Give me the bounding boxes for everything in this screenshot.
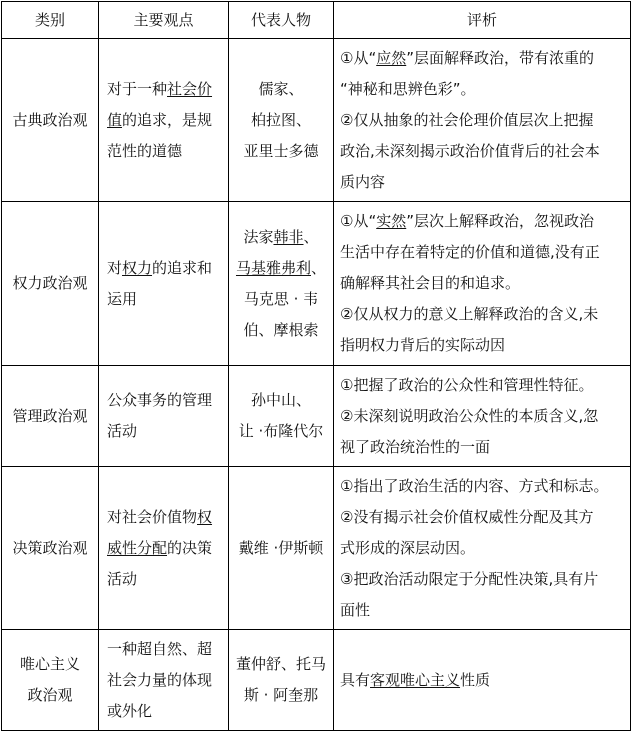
underlined-term: 威性分配	[107, 538, 168, 557]
header-category: 类别	[2, 2, 99, 39]
evaluation-line: ②仅从权力的意义上解释政治的含义,未	[340, 305, 599, 323]
category-line: 管理政治观	[12, 406, 88, 425]
evaluation-line: ②仅从抽象的社会伦理价值层次上把握	[340, 110, 594, 129]
header-row	[2, 2, 631, 39]
header-evaluation: 评析	[334, 2, 631, 39]
evaluation-line: ①指出了政治生活的内容、方式和标志。	[340, 476, 609, 495]
underlined-term: 值	[107, 110, 123, 129]
table-row-classical	[2, 39, 631, 202]
evaluation-line: ②没有揭示社会价值权威性分配及其方	[340, 507, 594, 526]
table-body	[2, 39, 631, 731]
category-line: 权力政治观	[12, 274, 88, 292]
representative-line: 儒家、	[258, 79, 304, 98]
underlined-term: 客观唯心主义	[370, 670, 461, 689]
representative-line: 亚里士多德	[243, 141, 319, 160]
evaluation-line: ①把握了政治的公众性和管理性特征。	[340, 375, 594, 394]
evaluation-cell	[334, 366, 631, 467]
evaluation-line: 视了政治统治性的一面	[340, 437, 491, 456]
evaluation-line: 具有客观唯心主义性质	[340, 670, 491, 689]
views-line: 或外化	[107, 701, 153, 720]
views-cell	[99, 630, 229, 731]
evaluation-line: ②未深刻说明政治公众性的本质含义,忽	[340, 406, 599, 425]
category-line: 决策政治观	[12, 538, 88, 557]
representative-line: 马克思 · 韦	[243, 289, 319, 308]
views-line: 活动	[107, 569, 138, 588]
category-line: 古典政治观	[12, 110, 88, 129]
representatives-cell	[229, 39, 334, 202]
category-cell	[2, 39, 99, 202]
underlined-term: 马基雅弗利	[235, 258, 311, 277]
evaluation-cell	[334, 202, 631, 366]
table-row-power	[2, 202, 631, 366]
evaluation-line: ①从“实然”层次上解释政治，忽视政治	[340, 212, 595, 230]
evaluation-line: 质内容	[340, 172, 386, 191]
representative-line: 孙中山、	[250, 391, 311, 409]
underlined-term: 应然	[376, 48, 407, 67]
representative-line: 马基雅弗利、	[235, 258, 327, 277]
category-line: 政治观	[27, 686, 73, 704]
representative-line: 伯、摩根索	[243, 320, 319, 339]
table-row-idealist	[2, 630, 631, 731]
representative-line: 柏拉图、	[250, 110, 311, 129]
representative-line: 法家韩非、	[243, 227, 319, 246]
underlined-term: 权	[197, 507, 213, 526]
representative-line: 董仲舒、托马	[235, 655, 326, 673]
underlined-term: 韩非	[273, 227, 304, 246]
category-cell	[2, 202, 99, 366]
evaluation-line: 指明权力背后的实际动因	[340, 336, 506, 354]
views-line: 对于一种社会价	[107, 79, 213, 98]
representative-line: 戴维 ·伊斯顿	[238, 538, 324, 557]
representatives-cell	[229, 630, 334, 731]
representatives-cell	[229, 366, 334, 467]
category-cell	[2, 630, 99, 731]
views-line: 威性分配的决策	[107, 538, 213, 557]
representative-line: 斯 · 阿奎那	[243, 686, 319, 704]
evaluation-line: 政治,未深刻揭示政治价值背后的社会本	[340, 141, 600, 160]
header-representatives: 代表人物	[229, 2, 334, 39]
evaluation-line: 确解释其社会目的和追求。	[340, 274, 521, 292]
table-row-decision	[2, 467, 631, 630]
evaluation-cell	[334, 630, 631, 731]
politics-views-table	[1, 1, 631, 731]
category-line: 唯心主义	[19, 655, 80, 673]
evaluation-line: ③把政治活动限定于分配性决策,具有片	[340, 569, 599, 588]
views-cell	[99, 202, 229, 366]
views-cell	[99, 366, 229, 467]
views-cell	[99, 39, 229, 202]
evaluation-line: ①从“应然”层面解释政治，带有浓重的	[340, 48, 595, 67]
evaluation-line: 面性	[340, 600, 371, 619]
evaluation-line: “神秘和思辨色彩”。	[340, 79, 476, 98]
views-line: 运用	[107, 289, 138, 308]
header-views: 主要观点	[99, 2, 229, 39]
category-cell	[2, 467, 99, 630]
views-line: 一种超自然、超	[107, 639, 213, 658]
representatives-cell	[229, 202, 334, 366]
views-line: 范性的道德	[107, 141, 183, 160]
underlined-term: 实然	[376, 212, 407, 230]
evaluation-cell	[334, 39, 631, 202]
views-line: 活动	[107, 422, 138, 440]
underlined-term: 权力	[122, 258, 153, 277]
evaluation-cell	[334, 467, 631, 630]
representative-line: 让 ·布隆代尔	[238, 422, 324, 440]
views-line: 值的追求，是规	[107, 110, 213, 129]
representatives-cell	[229, 467, 334, 630]
views-line: 公众事务的管理	[107, 391, 213, 409]
underlined-term: 社会价	[167, 79, 213, 98]
category-cell	[2, 366, 99, 467]
evaluation-line: 生活中存在着特定的价值和道德,没有正	[340, 243, 600, 261]
views-line: 对权力的追求和	[107, 258, 213, 277]
evaluation-line: 式形成的深层动因。	[340, 538, 476, 557]
views-line: 对社会价值物权	[107, 507, 213, 526]
table-row-management	[2, 366, 631, 467]
views-line: 社会力量的体现	[107, 670, 213, 689]
views-cell	[99, 467, 229, 630]
